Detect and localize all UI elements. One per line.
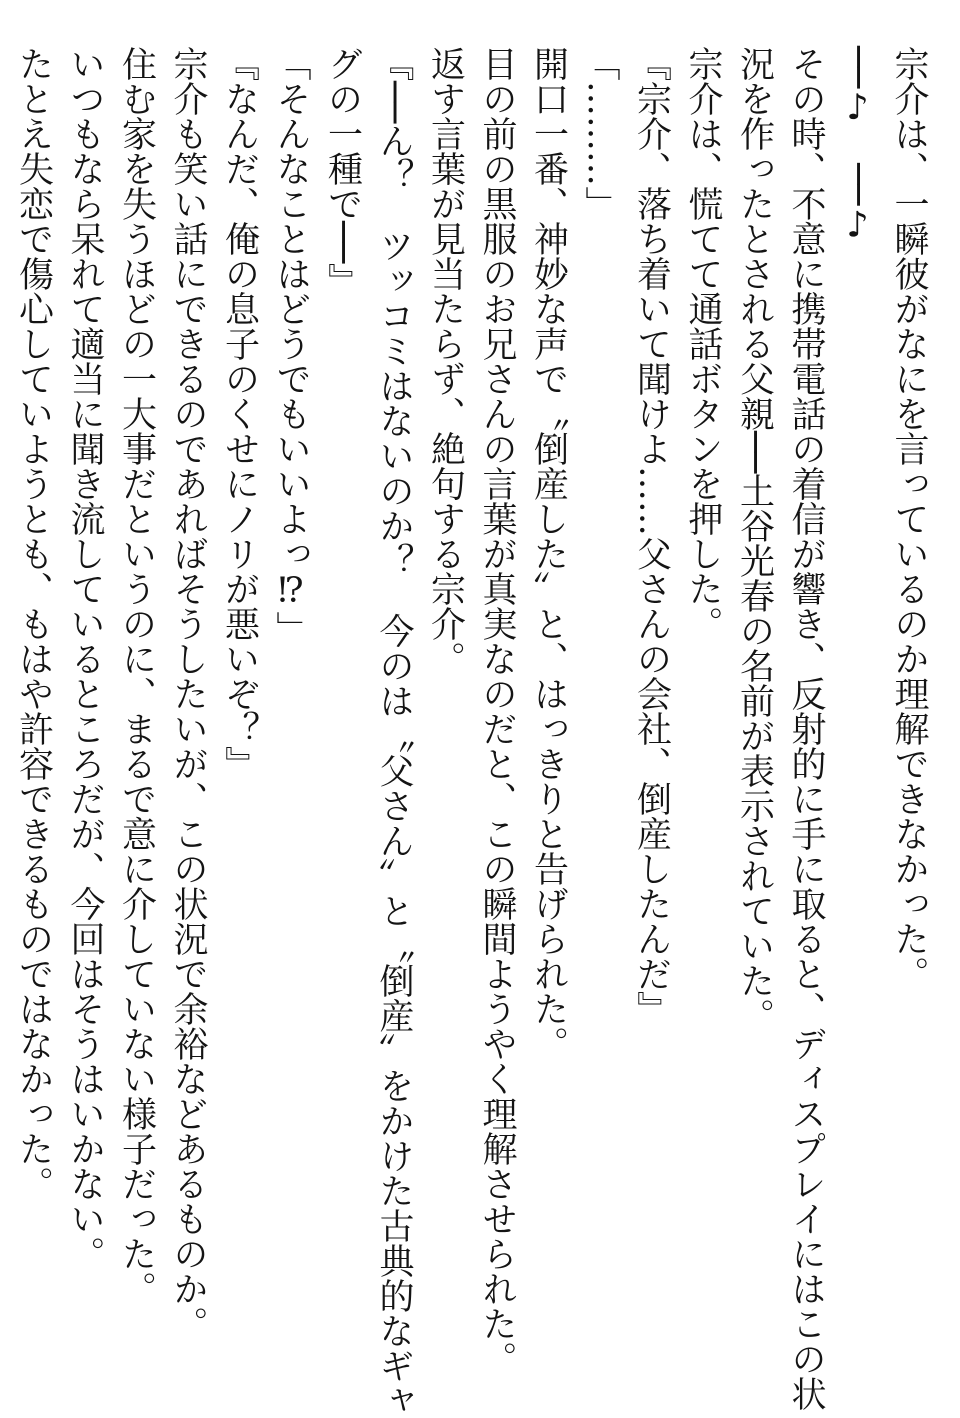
text-line: 「………」 xyxy=(580,46,620,221)
text-line: 況を作ったとされる父親──土谷光春の名前が表示されていた。 xyxy=(734,46,775,1034)
text-line: いつもなら呆れて適当に聞き流しているところだが、今回はそうはいかない。 xyxy=(65,46,105,1271)
text-line: 宗介も笑い話にできるのであればそうしたいが、この状況で余裕などあるものか。 xyxy=(168,46,208,1341)
text-line: 『宗介、落ち着いて聞けよ……父さんの会社、倒産したんだ』 xyxy=(631,46,672,1026)
text-line: 開口一番、神妙な声で〝倒産した〟と、はっきりと告げられた。 xyxy=(528,46,569,1061)
text-line: 返す言葉が見当たらず、絶句する宗介。 xyxy=(425,46,466,676)
text-line: その時、不意に携帯電話の着信が響き、反射的に手に取ると、ディスプレイにはこの状 xyxy=(786,46,826,1411)
text-line: 『──ん？ ツッコミはないのか？ 今のは〝父さん〟と〝倒産〟をかけた古典的なギャ xyxy=(374,46,414,1418)
text-line: グの一種で──』 xyxy=(322,46,363,299)
text-line: 『なんだ、俺の息子のくせにノリが悪いぞ？』 xyxy=(219,46,260,781)
text-line: 宗介は、一瞬彼がなにを言っているのか理解できなかった。 xyxy=(889,46,929,991)
text-line: 宗介は、慌てて通話ボタンを押した。 xyxy=(683,46,723,641)
text-line: ──♪ ──♪ xyxy=(837,46,878,246)
text-line: 住む家を失うほどの一大事だというのに、まるで意に介していない様子だった。 xyxy=(116,46,157,1306)
text-line: 目の前の黒服のお兄さんの言葉が真実なのだと、この瞬間ようやく理解させられた。 xyxy=(477,46,517,1376)
vertical-text-body xyxy=(7,46,934,1418)
text-line: たとえ失恋で傷心していようとも、もはや許容できるものではなかった。 xyxy=(13,46,54,1201)
text-line: 「そんなことはどうでもいいよっ⁉」 xyxy=(271,46,311,646)
